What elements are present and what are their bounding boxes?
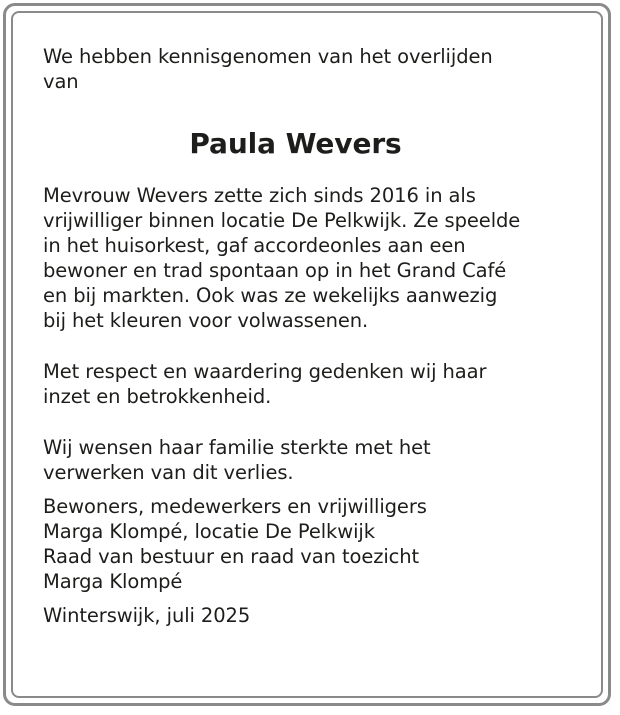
paragraph-line: Met respect en waardering gedenken wij haar [43, 360, 487, 383]
paragraph-line: bij het kleuren voor volwassenen. [43, 309, 369, 332]
paragraph-line: in het huisorkest, gaf accordeonles aan een [43, 234, 466, 257]
paragraph-line: vrijwilliger binnen locatie De Pelkwijk. Ze speelde [43, 209, 521, 232]
signature-line: Raad van bestuur en raad van toezicht [43, 545, 420, 568]
tribute-paragraph [43, 183, 583, 333]
signature-line: Marga Klompé, locatie De Pelkwijk [43, 520, 375, 543]
intro-text [43, 44, 583, 94]
paragraph-line: Mevrouw Wevers zette zich sinds 2016 in als [43, 184, 476, 207]
paragraph-line: verwerken van dit verlies. [43, 461, 294, 484]
condolence-paragraph [43, 435, 583, 485]
intro-line: We hebben kennisgenomen van het overlijden [43, 45, 493, 68]
notice-content [43, 44, 583, 628]
place-date: Winterswijk, juli 2025 [43, 604, 251, 627]
signature-line: Bewoners, medewerkers en vrijwilligers [43, 495, 427, 518]
paragraph-line: bewoner en trad spontaan op in het Grand Café [43, 259, 507, 282]
deceased-name: Paula Wevers [189, 127, 402, 160]
paragraph-line: en bij markten. Ook was ze wekelijks aanwezig [43, 284, 498, 307]
paragraph-line: inzet en betrokkenheid. [43, 385, 272, 408]
intro-line: van [43, 70, 79, 93]
signature-block [43, 494, 583, 594]
signature-line: Marga Klompé [43, 570, 183, 593]
paragraph-line: Wij wensen haar familie sterkte met het [43, 436, 431, 459]
respect-paragraph [43, 359, 583, 409]
